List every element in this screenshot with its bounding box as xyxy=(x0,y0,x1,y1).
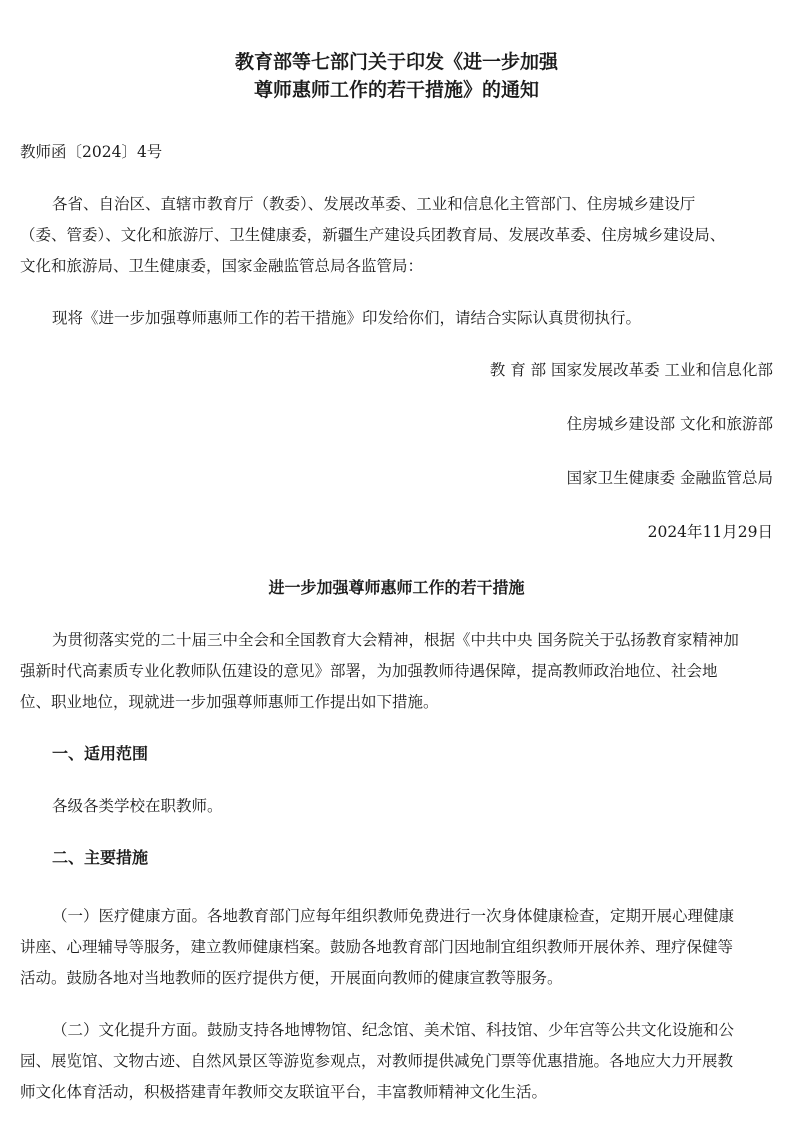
section-2-heading: 二、主要措施 xyxy=(52,848,149,867)
intro-line-1: 为贯彻落实党的二十届三中全会和全国教育大会精神，根据《中共中央 国务院关于弘扬教育家精神加 xyxy=(52,631,739,649)
addressee-line-2: （委、管委）、文化和旅游厅、卫生健康委，新疆生产建设兵团教育局、发展改革委、住房城乡建设局、 xyxy=(20,226,726,244)
document-number: 教师函〔2024〕4号 xyxy=(20,143,163,161)
notice-paragraph: 现将《进一步加强尊师惠师工作的若干措施》印发给你们，请结合实际认真贯彻执行。 xyxy=(52,309,642,327)
item-2-line-3: 师文化体育活动，积极搭建青年教师交友联谊平台，丰富教师精神文化生活。 xyxy=(20,1083,548,1101)
item-1-line-1: （一）医疗健康方面。各地教育部门应每年组织教师免费进行一次身体健康检查，定期开展心理健康 xyxy=(52,907,735,925)
addressee-line-1: 各省、自治区、直辖市教育厅（教委）、发展改革委、工业和信息化主管部门、住房城乡建设厅 xyxy=(52,195,696,213)
item-2-line-2: 园、展览馆、文物古迹、自然风景区等游览参观点，对教师提供减免门票等优惠措施。各地应大力开展教 xyxy=(20,1052,734,1070)
addressee-line-3: 文化和旅游局、卫生健康委，国家金融监管总局各监管局： xyxy=(20,257,424,275)
item-2-line-1: （二）文化提升方面。鼓励支持各地博物馆、纪念馆、美术馆、科技馆、少年宫等公共文化设施和公 xyxy=(52,1021,735,1039)
document-title-line-2: 尊师惠师工作的若干措施》的通知 xyxy=(253,79,539,101)
signatory-line-2: 住房城乡建设部 文化和旅游部 xyxy=(566,415,773,433)
measures-title: 进一步加强尊师惠师工作的若干措施 xyxy=(268,578,525,597)
section-1-heading: 一、适用范围 xyxy=(52,744,149,763)
item-1-line-3: 活动。鼓励各地对当地教师的医疗提供方便，开展面向教师的健康宣教等服务。 xyxy=(20,969,563,987)
item-1-line-2: 讲座、心理辅导等服务，建立教师健康档案。鼓励各地教育部门因地制宜组织教师开展休养、理疗保健等 xyxy=(20,938,734,956)
section-1-text: 各级各类学校在职教师。 xyxy=(52,797,223,815)
document-title-line-1: 教育部等七部门关于印发《进一步加强 xyxy=(234,51,558,73)
signatory-line-3: 国家卫生健康委 金融监管总局 xyxy=(566,469,773,487)
document-date: 2024年11月29日 xyxy=(647,523,773,541)
intro-line-2: 强新时代高素质专业化教师队伍建设的意见》部署，为加强教师待遇保障，提高教师政治地位、社会地 xyxy=(20,662,718,680)
intro-line-3: 位、职业地位，现就进一步加强尊师惠师工作提出如下措施。 xyxy=(20,693,439,711)
signatory-line-1: 教 育 部 国家发展改革委 工业和信息化部 xyxy=(489,361,773,379)
